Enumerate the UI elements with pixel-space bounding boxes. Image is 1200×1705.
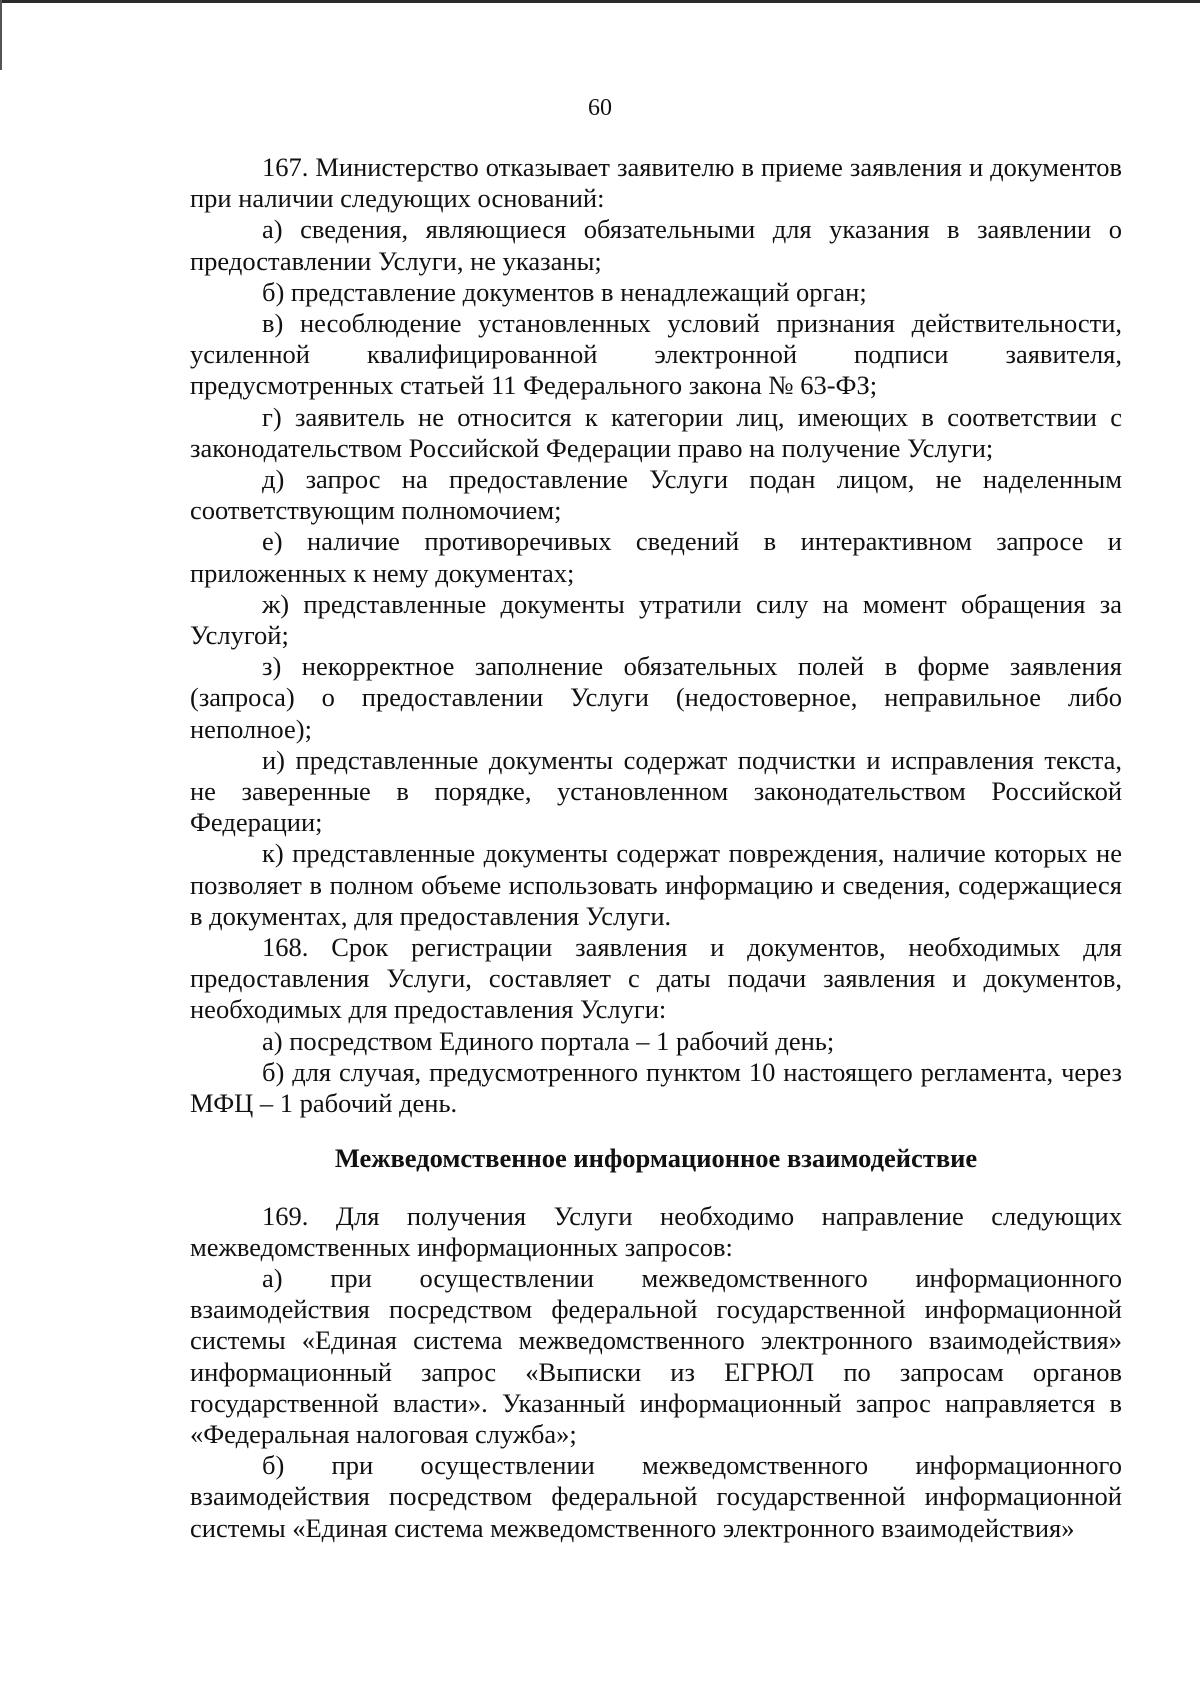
paragraph-167-b: б) представление документов в ненадлежащий орган; bbox=[262, 276, 867, 307]
paragraph-167-k: к) представленные документы содержат повреждения, наличие которых не позволяет в полном объеме использовать информацию и сведения, содержащиеся в документах, для предоставления Услуги. bbox=[190, 838, 1122, 931]
paragraph-168: 168. Срок регистрации заявления и документов, необходимых для предоставления Услуги, составляет с даты подачи заявления и документов, необходимых для предоставления Услуги: bbox=[190, 932, 1122, 1025]
scan-border-left bbox=[0, 0, 2, 70]
paragraph-167-a: а) сведения, являющиеся обязательными для указания в заявлении о предоставлении Услуги, не указаны; bbox=[190, 214, 1122, 276]
paragraph-169-b: б) при осуществлении межведомственного информационного взаимодействия посредством федеральной государственной информационной системы «Единая система межведомственного электронного взаимодействия» bbox=[190, 1450, 1122, 1543]
paragraph-168-b: б) для случая, предусмотренного пунктом 10 настоящего регламента, через МФЦ – 1 рабочий день. bbox=[190, 1056, 1122, 1119]
paragraph-167-zh: ж) представленные документы утратили силу на момент обращения за Услугой; bbox=[190, 588, 1122, 651]
paragraph-169: 169. Для получения Услуги необходимо направление следующих межведомственных информационных запросов: bbox=[190, 1200, 1122, 1262]
page-number: 60 bbox=[588, 95, 612, 121]
paragraph-167-z: з) некорректное заполнение обязательных полей в форме заявления (запроса) о предоставлении Услуги (недостоверное, неправильное либо неполное); bbox=[190, 651, 1122, 744]
paragraph-167: 167. Министерство отказывает заявителю в приеме заявления и документов при наличии следующих оснований: bbox=[190, 152, 1122, 214]
paragraph-167-v: в) несоблюдение установленных условий признания действительности, усиленной квалифицированной электронной подписи заявителя, предусмотренных статьей 11 Федерального закона № 63-ФЗ; bbox=[190, 308, 1122, 401]
paragraph-167-d: д) запрос на предоставление Услуги подан лицом, не наделенным соответствующим полномочием; bbox=[190, 464, 1122, 526]
paragraph-167-i: и) представленные документы содержат подчистки и исправления текста, не заверенные в порядке, установленном законодательством Российской Федерации; bbox=[190, 744, 1122, 838]
paragraph-169-a: а) при осуществлении межведомственного информационного взаимодействия посредством федеральной государственной информационной системы «Единая система межведомственного электронного взаимодействия» информационный запрос «Выписки из ЕГРЮЛ по запросам органов государственной власти». Указанный информационный запрос направляется в «Федеральная налоговая служба»; bbox=[190, 1262, 1122, 1449]
paragraph-167-g: г) заявитель не относится к категории лиц, имеющих в соответствии с законодательством Российской Федерации право на получение Услуги; bbox=[190, 401, 1122, 463]
paragraph-167-e: е) наличие противоречивых сведений в интерактивном запросе и приложенных к нему документах; bbox=[190, 526, 1122, 588]
scan-border-top bbox=[0, 0, 1200, 3]
section-heading: Межведомственное информационное взаимодействие bbox=[334, 1143, 978, 1174]
document-body bbox=[190, 152, 1122, 1544]
paragraph-168-a: а) посредством Единого портала – 1 рабочий день; bbox=[262, 1025, 835, 1056]
